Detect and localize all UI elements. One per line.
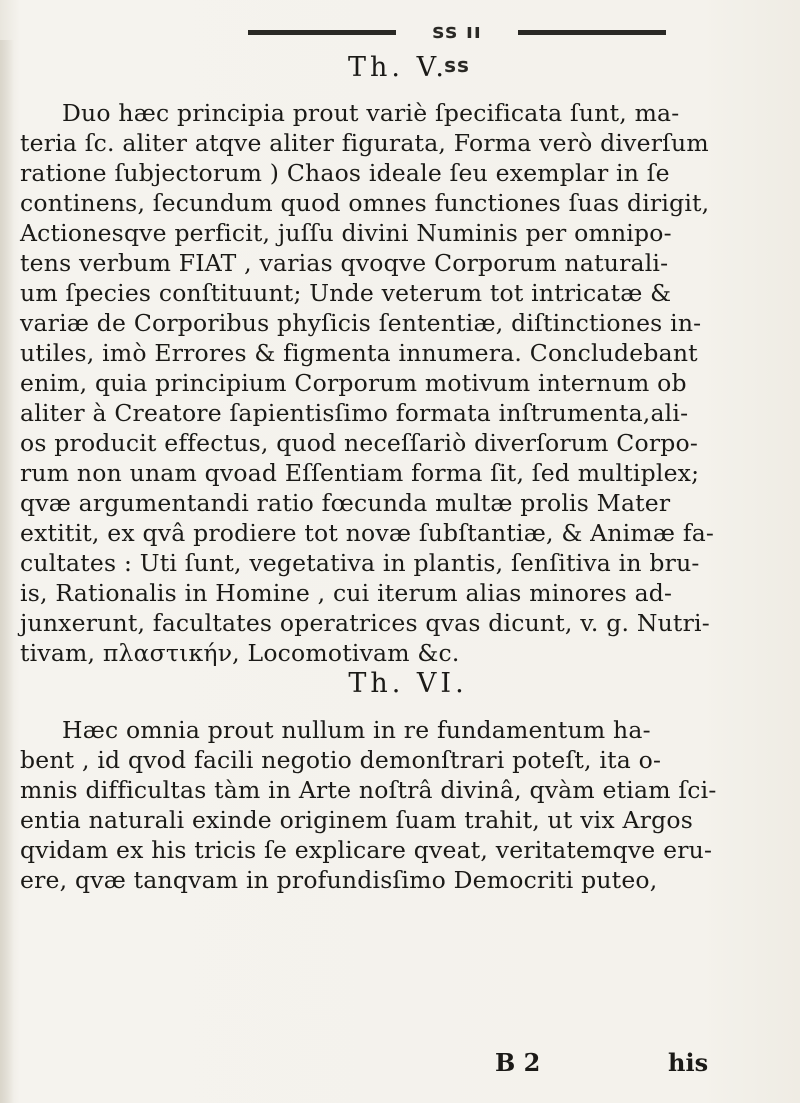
text-line: qvidam ex his tricis ſe explicare qveat, veritatemqve eru-: [20, 836, 713, 864]
text-line: tivam, πλαστικήν, Locomotivam &c.: [20, 639, 460, 667]
text-line: entia naturali exinde originem ſuam trahit, ut vix Argos: [20, 806, 693, 834]
header-rule-right: [518, 30, 666, 35]
text-line: variæ de Corporibus phyſicis ſententiæ, diſtinctiones in-: [20, 309, 702, 337]
text-line: tens verbum FIAT , varias qvoqve Corporum naturali-: [20, 249, 669, 277]
header-rule-left: [248, 30, 396, 35]
text-line: um ſpecies conſtituunt; Unde veterum tot intricatæ &: [20, 279, 672, 307]
text-line: ere, qvæ tanqvam in profundisſimo Democriti puteo,: [20, 866, 658, 894]
text-line: rum non unam qvoad Eſſentiam forma ſit, ſed multiplex;: [20, 459, 700, 487]
text-line: Hæc omnia prout nullum in re fundamentum ha-: [62, 716, 651, 744]
text-line: bent , id qvod facili negotio demonſtrari poteſt, ita o-: [20, 746, 662, 774]
text-line: Actionesqve perficit, juſſu divini Numinis per omnipo-: [20, 219, 672, 247]
text-line: aliter à Creatore ſapientisſimo formata inſtrumenta,ali-: [20, 399, 689, 427]
gutter-shadow: [0, 40, 14, 1103]
text-line: Duo hæc principia prout variè ſpecificata ſunt, ma-: [62, 99, 680, 127]
thesis-heading-vi: Th. VI.: [348, 668, 468, 699]
text-line: cultates : Uti ſunt, vegetativa in plantis, ſenſitiva in bru-: [20, 549, 700, 577]
printers-ornament: ss ıı ss: [432, 19, 482, 77]
catchword: his: [668, 1048, 709, 1077]
text-line: extitit, ex qvâ prodiere tot novæ ſubſtantiæ, & Animæ fa-: [20, 519, 715, 547]
text-line: utiles, imò Errores & figmenta innumera. Concludebant: [20, 339, 698, 367]
text-line: junxerunt, facultates operatrices qvas dicunt, v. g. Nutri-: [20, 609, 710, 637]
thesis-heading-v: Th. V.: [348, 52, 448, 83]
text-line: teria ſc. aliter atqve aliter figurata, Forma verò diverſum: [20, 129, 709, 157]
text-line: continens, ſecundum quod omnes functiones ſuas dirigit,: [20, 189, 710, 217]
text-line: enim, quia principium Corporum motivum internum ob: [20, 369, 687, 397]
text-line: qvæ argumentandi ratio fœcunda multæ prolis Mater: [20, 489, 671, 517]
signature-mark: B 2: [495, 1048, 541, 1077]
page-footer: [0, 1048, 800, 1080]
text-line: mnis difficultas tàm in Arte noſtrâ divinâ, qvàm etiam ſci-: [20, 776, 717, 804]
text-line: os producit effectus, quod neceſſariò diverſorum Corpo-: [20, 429, 698, 457]
text-line: is, Rationalis in Homine , cui iterum alias minores ad-: [20, 579, 673, 607]
text-line: ratione ſubjectorum ) Chaos ideale ſeu exemplar in ſe: [20, 159, 670, 187]
